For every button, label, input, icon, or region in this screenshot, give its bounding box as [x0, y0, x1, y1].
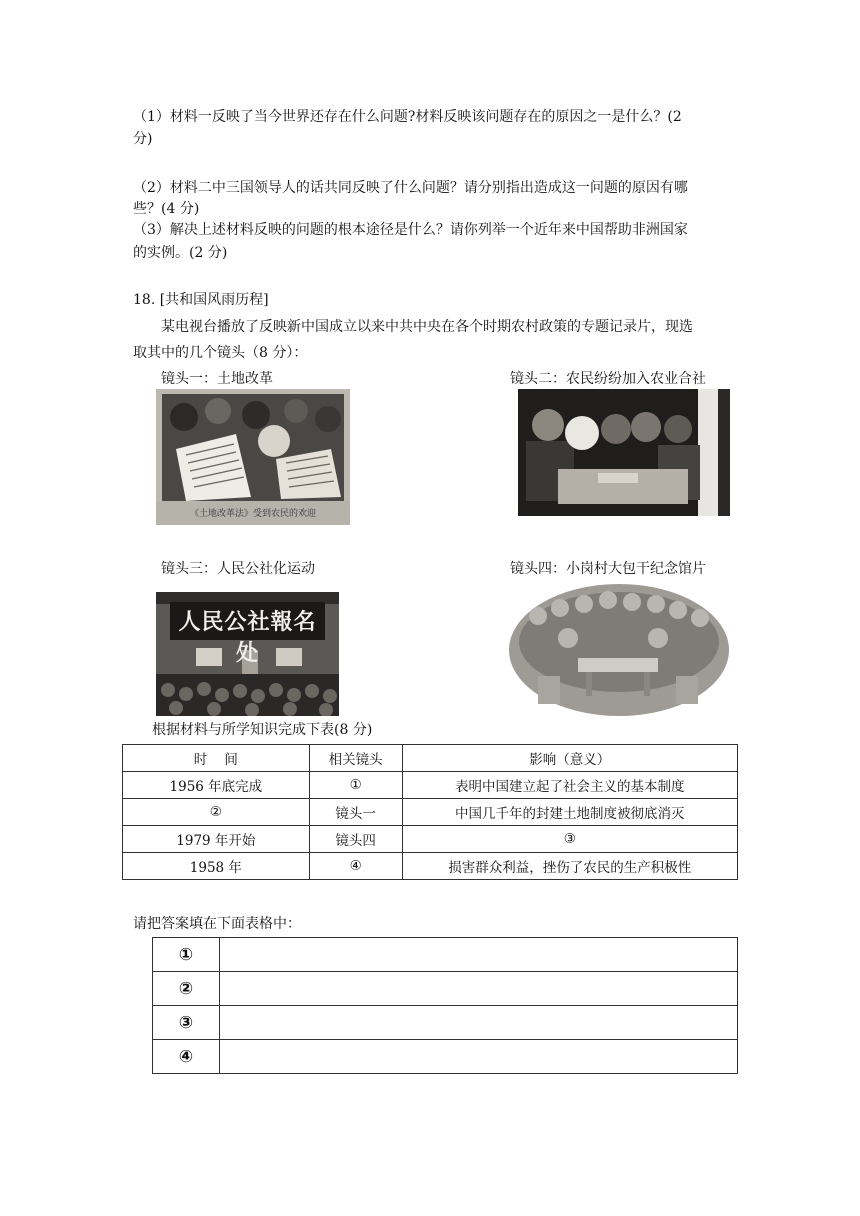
cooperative-photo — [518, 389, 730, 516]
shot3-label: 镜头三：人民公社化运动 — [161, 561, 315, 577]
answer-field-4[interactable] — [220, 1040, 738, 1074]
answer-row — [153, 1040, 738, 1074]
table-cell: 1979 年开始 — [123, 826, 310, 853]
land-reform-photo-caption: 《土地改革法》受到农民的欢迎 — [189, 509, 316, 519]
answer-field-2[interactable] — [220, 972, 738, 1006]
peoples-commune-photo — [156, 592, 339, 716]
peoples-commune-banner: 人民公社報名处 — [178, 610, 317, 666]
answer-row — [153, 1006, 738, 1040]
answer-table — [152, 937, 738, 1074]
q1-line1: （1）材料一反映了当今世界还存在什么问题?材料反映该问题存在的原因之一是什么？(2 — [133, 109, 682, 125]
table-cell: ③ — [402, 826, 737, 853]
answer-field-3[interactable] — [220, 1006, 738, 1040]
q3-line1: （3）解决上述材料反映的问题的根本途径是什么？请你列举一个近年来中国帮助非洲国家 — [133, 222, 688, 238]
xiaogang-sculpture-photo — [508, 580, 730, 720]
answer-label: ② — [153, 972, 220, 1006]
table-header-impact: 影响（意义） — [402, 745, 737, 772]
q2-line2: 些？(4 分) — [133, 201, 200, 217]
answer-row — [153, 972, 738, 1006]
shot4-label: 镜头四：小岗村大包干纪念馆片 — [510, 561, 706, 577]
table-row — [123, 826, 738, 853]
answer-row — [153, 938, 738, 972]
answer-field-1[interactable] — [220, 938, 738, 972]
table-cell: 表明中国建立起了社会主义的基本制度 — [402, 772, 737, 799]
table-cell: ① — [309, 772, 402, 799]
table-header-shot: 相关镜头 — [309, 745, 402, 772]
table-row — [123, 799, 738, 826]
shot1-label: 镜头一：土地改革 — [161, 371, 273, 387]
q18-intro-line2: 取其中的几个镜头（8 分）： — [133, 345, 308, 361]
answer-intro: 请把答案填在下面表格中： — [133, 916, 301, 932]
shot2-label: 镜头二：农民纷纷加入农业合社 — [510, 371, 706, 387]
answer-label: ① — [153, 938, 220, 972]
table-cell: 损害群众利益，挫伤了农民的生产积极性 — [402, 853, 737, 880]
table-cell: ② — [123, 799, 310, 826]
table-cell: 镜头四 — [309, 826, 402, 853]
q18-intro-line1: 某电视台播放了反映新中国成立以来中共中央在各个时期农村政策的专题记录片，现选 — [161, 319, 693, 335]
table-cell: ④ — [309, 853, 402, 880]
table-header-time: 时 间 — [123, 745, 310, 772]
table-cell: 1958 年 — [123, 853, 310, 880]
table-cell: 1956 年底完成 — [123, 772, 310, 799]
table-row — [123, 853, 738, 880]
answer-label: ④ — [153, 1040, 220, 1074]
table-cell: 镜头一 — [309, 799, 402, 826]
table-header-row — [123, 745, 738, 772]
q3-line2: 的实例。(2 分) — [133, 245, 228, 261]
q2-line1: （2）材料二中三国领导人的话共同反映了什么问题？请分别指出造成这一问题的原因有哪 — [133, 180, 688, 196]
q1-line2: 分) — [133, 131, 153, 147]
land-reform-photo — [156, 389, 350, 525]
policy-table — [122, 744, 738, 880]
table-intro: 根据材料与所学知识完成下表(8 分) — [152, 722, 373, 738]
answer-label: ③ — [153, 1006, 220, 1040]
table-cell: 中国几千年的封建土地制度被彻底消灭 — [402, 799, 737, 826]
table-row — [123, 772, 738, 799]
q18-heading: 18. [共和国风雨历程] — [133, 292, 269, 308]
